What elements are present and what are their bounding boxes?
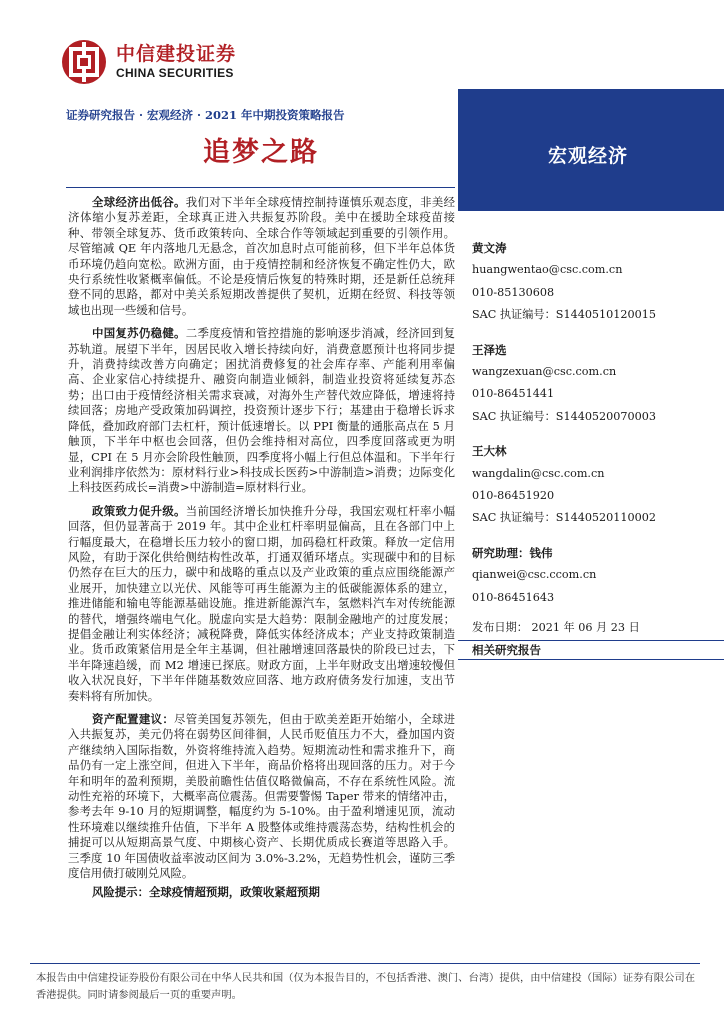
- analyst-email[interactable]: qianwei@csc.ccom.cn: [472, 568, 597, 582]
- paragraph-lead: 资产配置建议：: [92, 712, 175, 726]
- brand-logo: [60, 38, 236, 86]
- citic-logo-icon: [60, 38, 108, 86]
- paragraph-text: 尽管美国复苏领先，但由于欧美差距开始缩小，全球进入共振复苏，美元仍将在弱势区间徘徊，人民币贬值压力不大，叠加国内资产继续纳入国际指数，外资将维持流入趋势。短期流动性和需求推升下，商品仍有一定上涨空间，但进入下半年，商品价格将出现回落的压力。对于今年和明年的盈利预期，美股前瞻性估值仅略微偏高，不存在系统性风险。流动性充裕的环境下，大概率高位震荡。但需要警惕 Taper 带来的情绪冲击，参考去年 9-10 月的短期调整，幅度约为 5-10%。由于盈利增速见顶，流动性环境难以继续推升估值，下半年 A 股整体或维持震荡态势，结构性机会的捕捉可以从短期高景气度、中期核心资产、长期优质成长赛道等思路入手。三季度 10 年国债收益率波动区间为 3.0%-3.2%，无趋势性机会，谨防三季度信用债打破刚兑风险。: [68, 712, 455, 881]
- risk-text: 全球疫情超预期，政策收紧超预期: [148, 885, 320, 900]
- analyst-name: 黄文涛: [472, 241, 507, 255]
- analyst-name: 研究助理：钱伟: [472, 545, 553, 560]
- analyst-email[interactable]: wangzexuan@csc.com.cn: [472, 365, 617, 379]
- paragraph-text: 当前国经济增长加快推升分母，我国宏观杠杆率小幅回落，但仍显著高于 2019 年。其中企业杠杆率明显偏高，且在各部门中上行幅度最大，在稳增长压力较小的窗口期，加码稳杠杆政策。释放一定信用风险，有助于深化供给侧结构性改革，打通双循环堵点。实现碳中和的目标仍然存在巨大的压力，碳中和战略的重点以及产业政策的重点应围绕能源产业展开，加快建立以光伏、风能等可再生能源为主的低碳能源体系的建立，推进储能和输电等能源基础设施。推进新能源汽车，氢燃料汽车对传统能源的替代，增强终端电气化。脱虚向实是大趋势：限制金融地产的过度发展；提倡金融让利实体经济；减税降费，降低实体经济成本；产业支持政策制造业。货币政策紧信用是全年主基调，但社融增速回落最快的阶段已过去，下半年降速趋缓，而 M2 增速已探底。财政方面，上半年财政支出增速较慢但收入状况良好，下半年伴随基数效应回落、地方政府债务发行加速，支出节奏料将有所加快。: [68, 503, 455, 703]
- paragraph-policy: [68, 504, 455, 704]
- brand-name-en: CHINA SECURITIES: [116, 66, 234, 80]
- paragraph-lead: 政策致力促升级。: [92, 503, 186, 518]
- publish-date: 发布日期： 2021 年 06 月 23 日: [472, 621, 640, 635]
- paragraph-lead: 中国复苏仍稳健。: [92, 326, 186, 341]
- footer-disclaimer: 本报告由中信建投证券股份有限公司在中华人民共和国（仅为本报告目的，不包括香港、澳门、台湾）提供，由中信建投（国际）证券有限公司在香港提供。同时请参阅最后一页的重要声明。: [36, 972, 695, 1001]
- analyst-phone: 010-86451920: [472, 489, 555, 503]
- related-bottom-divider: [458, 659, 724, 660]
- analyst-phone: 010-85130608: [472, 285, 555, 299]
- paragraph-text: 我们对下半年全球疫情控制持谨慎乐观态度，非美经济体缩小复苏差距，全球真正进入共振复苏阶段。美中在援助全球疫苗接种、带领全球复苏、货币政策转向、全球合作等领域起到重要的引领作用。尽管缩减 QE 年内落地几无悬念，首次加息时点可能前移，但下半年总体货币环境仍趋向宽松。欧洲方面，由于疫情控制和经济恢复不确定性仍大，欧央行系统性收紧概率偏低。不论是疫情后恢复的特殊时期，还是新任总统拜登不同的思路，都对中美关系短期改善提供了契机，近期在经贸、科技等领域也出现一些缓和信号。: [68, 195, 455, 317]
- analyst-sac: SAC 执证编号：S1440520110002: [472, 511, 656, 525]
- paragraph-lead: 全球经济出低谷。: [92, 195, 186, 209]
- related-reports-heading: 相关研究报告: [472, 643, 541, 657]
- analyst-card: [472, 237, 712, 327]
- analyst-phone: 010-86451643: [472, 590, 555, 604]
- analyst-card: [472, 440, 712, 530]
- title-divider: [66, 187, 455, 188]
- analyst-email[interactable]: huangwentao@csc.com.cn: [472, 263, 623, 277]
- paragraph-text: 二季度疫情和管控措施的影响逐步消减，经济回到复苏轨道。展望下半年，因居民收入增长持续向好，消费意愿预计也将同步提升，消费持续改善方向确定；困扰消费修复的社会库存率、产能利用率偏高、企业家信心持续提升、融资向制造业倾斜，制造业投资将延续复苏态势；出口由于疫情经济相关需求衰减，对海外生产替代效应降低，增速将持续回落；房地产受政策加码调控，投资预计逐步下行；基建由于稳增长诉求降低，叠加政府部门去杠杆，预计低速增长。以 PPI 衡量的通胀高点在 5 月触顶，下半年中枢也会回落，但仍会维持相对高位，四季度回落或更为明显，CPI 在 5 月亦会阶段性触顶，四季度将小幅上行但总体温和。下半年行业利润排序依然为：原材料行业>科技成长医药>中游制造>消费；边际变化上科技医药成长=消费>中游制造=原材料行业。: [68, 326, 455, 495]
- category-title: 宏观经济: [548, 145, 629, 167]
- analyst-card: [472, 339, 712, 429]
- report-type-line: 证券研究报告 · 宏观经济 · 2021 年中期投资策略报告: [66, 108, 345, 122]
- analyst-sidebar: [472, 237, 712, 640]
- paragraph-allocation: [68, 712, 455, 881]
- report-title: 追梦之路: [203, 137, 319, 168]
- analyst-name: 王泽选: [472, 342, 507, 357]
- paragraph-china: [68, 326, 455, 495]
- paragraph-global: [68, 195, 455, 318]
- risk-warning: [68, 885, 455, 900]
- main-body: [68, 195, 455, 901]
- brand-name-cn: 中信建投证券: [116, 43, 237, 65]
- analyst-sac: SAC 执证编号：S1440520070003: [472, 409, 656, 423]
- related-top-divider: [458, 640, 724, 641]
- category-banner: [458, 89, 724, 211]
- research-assistant-card: [472, 542, 712, 609]
- analyst-phone: 010-86451441: [472, 387, 555, 401]
- footer-divider: [30, 963, 700, 964]
- analyst-sac: SAC 执证编号：S1440510120015: [472, 308, 656, 322]
- analyst-email[interactable]: wangdalin@csc.com.cn: [472, 466, 605, 480]
- analyst-name: 王大林: [472, 444, 507, 459]
- risk-label: 风险提示：: [92, 885, 149, 900]
